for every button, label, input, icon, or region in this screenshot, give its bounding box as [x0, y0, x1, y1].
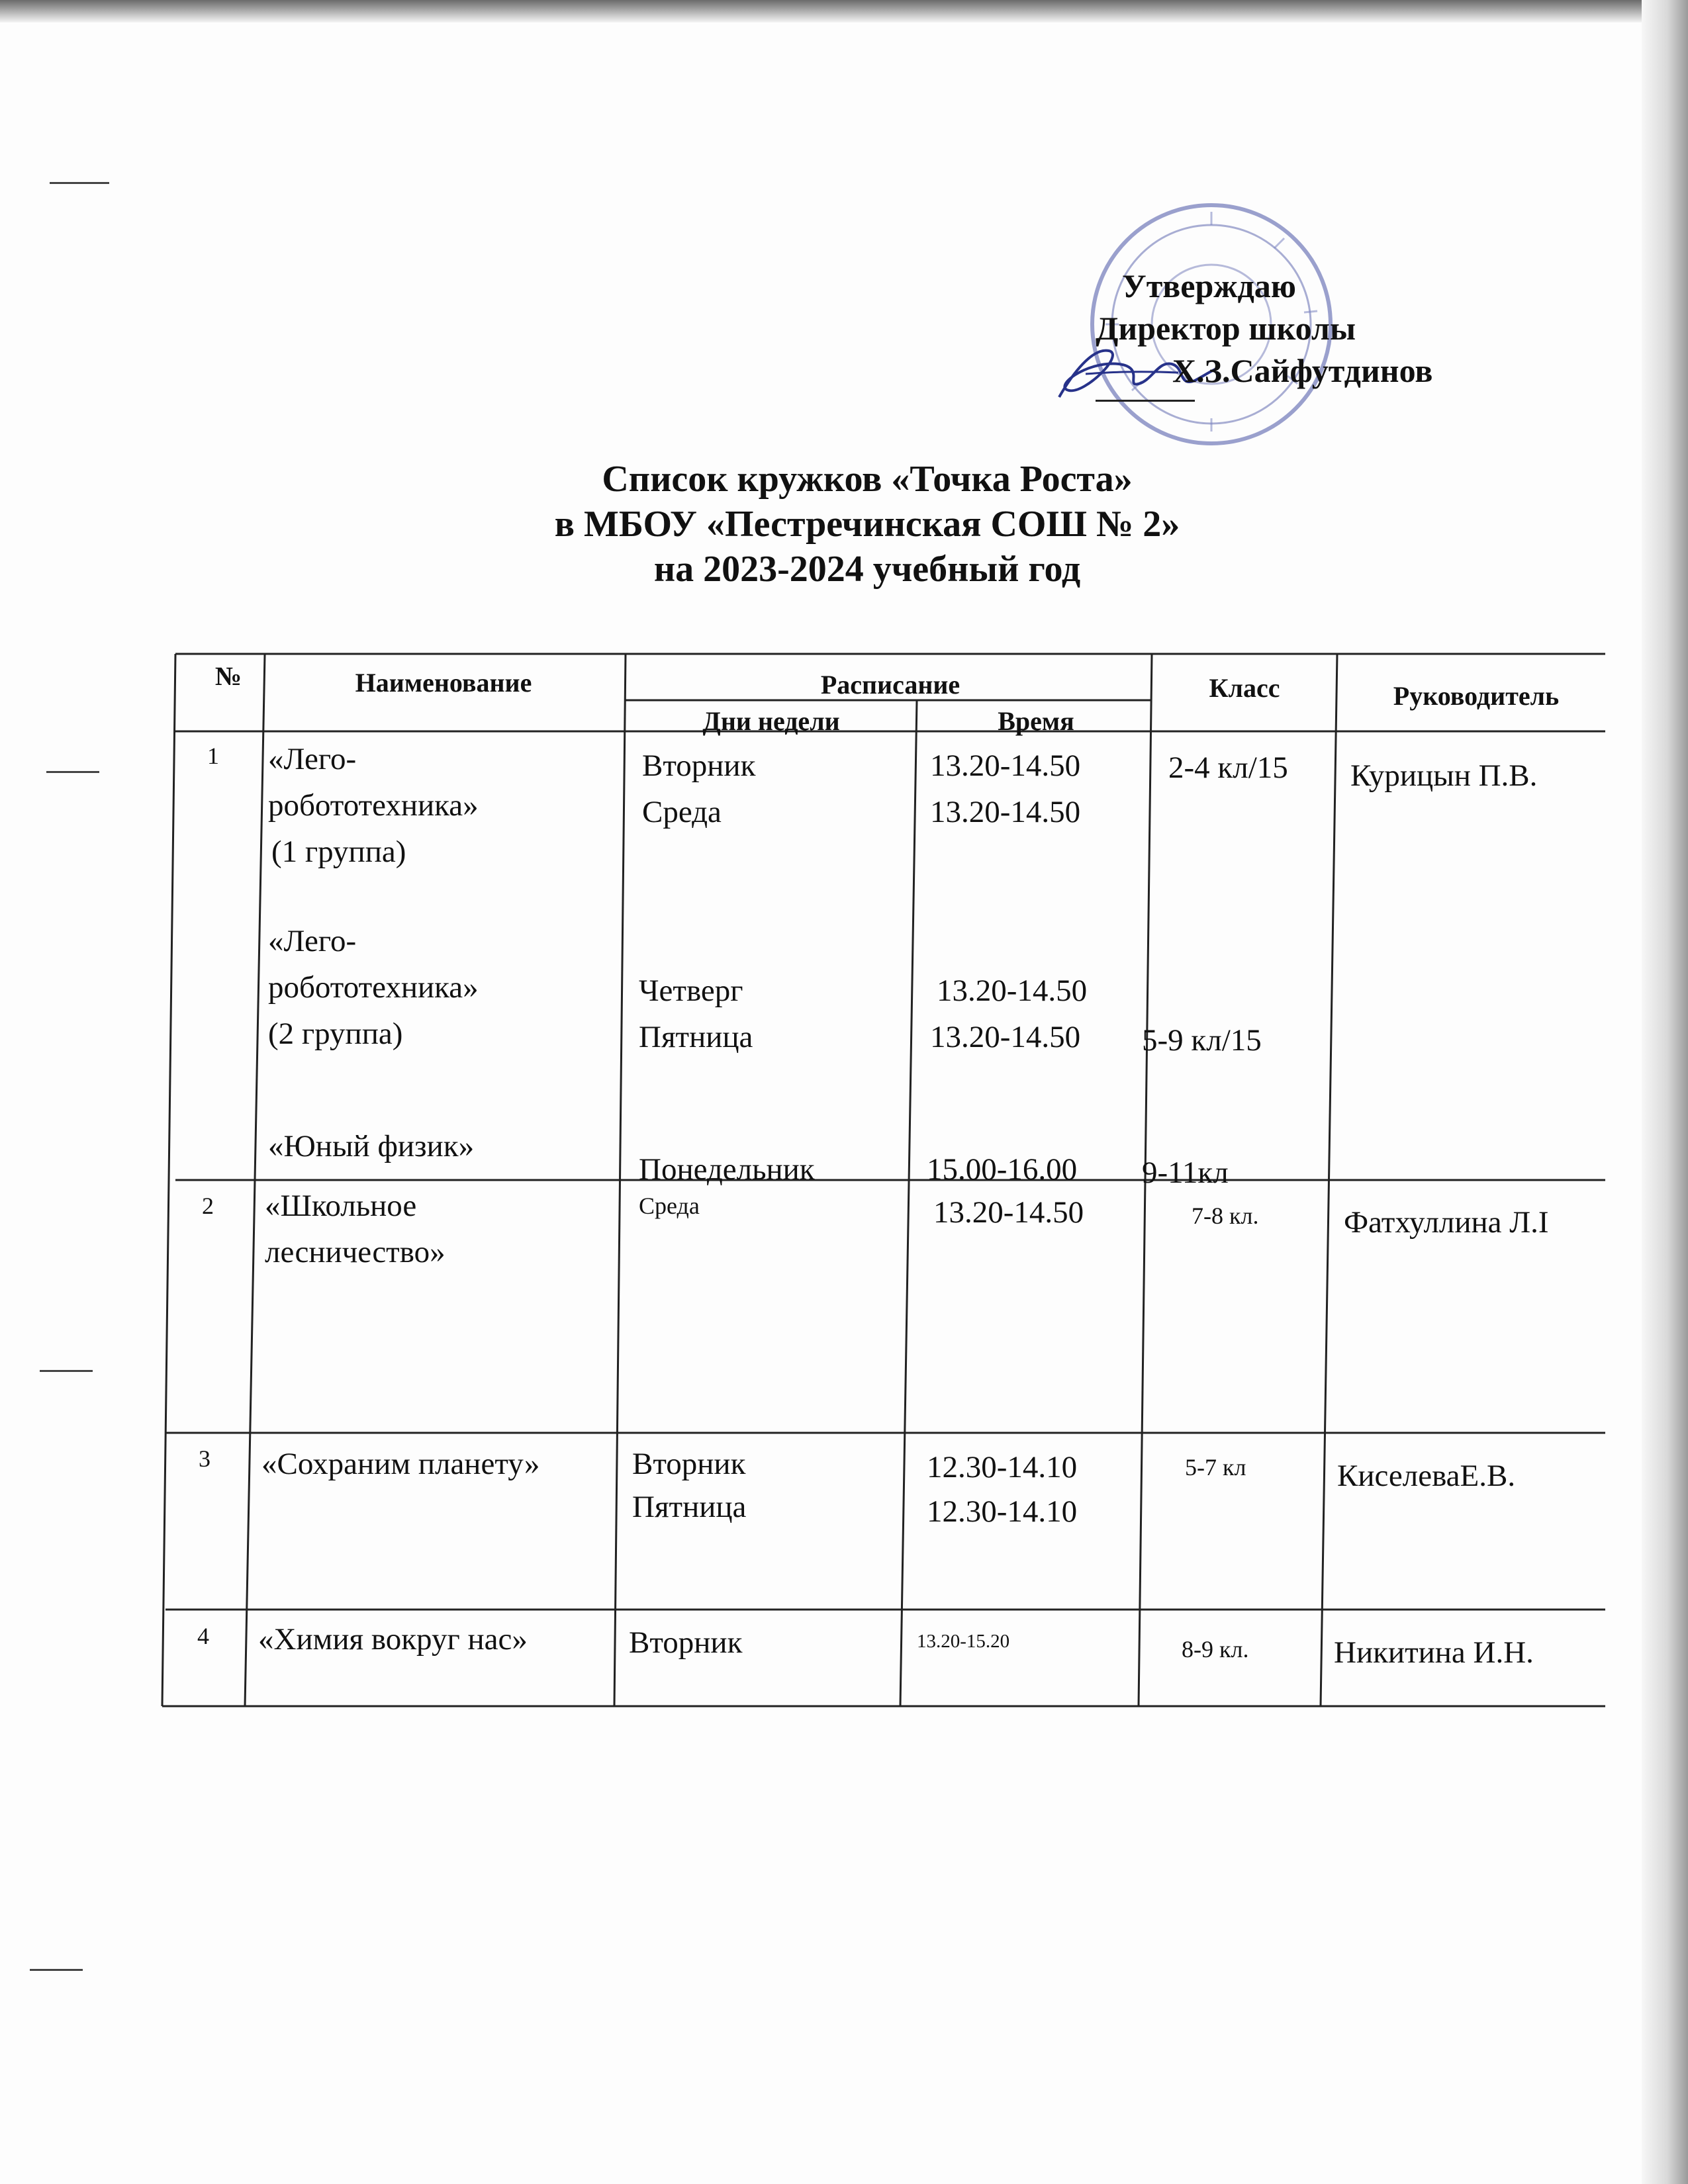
- row-3-leader: КиселеваЕ.В.: [1337, 1459, 1516, 1493]
- signature-line: [1096, 400, 1195, 402]
- row-1-name-a-line-2: робототехника»: [268, 788, 479, 823]
- header-schedule: Расписание: [820, 670, 961, 700]
- row-4-class: 8-9 кл.: [1182, 1636, 1249, 1662]
- approval-director-name: Х.З.Сайфутдинов: [1172, 352, 1433, 389]
- row-1-class-b: 5-9 кл/15: [1142, 1023, 1262, 1058]
- margin-mark: [40, 1370, 93, 1372]
- title-line-3: на 2023-2024 учебный год: [653, 549, 1081, 590]
- row-1-class-c: 9-11кл: [1142, 1156, 1229, 1190]
- row-1-leader: Курицын П.В.: [1350, 758, 1538, 793]
- row-1-name-b-line-3: (2 группа): [268, 1017, 403, 1051]
- row-1-name-b-line-1: «Лего-: [268, 924, 357, 958]
- document-title: [252, 457, 1483, 592]
- row-3-name: «Сохраним планету»: [261, 1447, 540, 1481]
- row-1-time-a-1: 13.20-14.50: [930, 749, 1081, 783]
- row-1-time-c: 15.00-16.00: [927, 1152, 1078, 1187]
- row-1-day-a-2: Среда: [642, 795, 722, 829]
- row-1-class-a: 2-4 кл/15: [1168, 751, 1288, 785]
- row-2-name-line-1: «Школьное: [265, 1189, 417, 1223]
- row-1-day-a-1: Вторник: [642, 749, 756, 783]
- row-3-time-1: 12.30-14.10: [927, 1450, 1078, 1484]
- row-1-time-b-2: 13.20-14.50: [930, 1020, 1081, 1054]
- row-2-name-line-2: лесничество»: [265, 1235, 445, 1269]
- row-1-number: 1: [207, 743, 219, 769]
- row-4-name: «Химия вокруг нас»: [258, 1622, 528, 1657]
- row-1-name-c: «Юный физик»: [268, 1129, 475, 1163]
- row-2-day: Среда: [639, 1193, 700, 1219]
- row-1-name-a-line-3: (1 группа): [271, 835, 406, 869]
- row-3-time-2: 12.30-14.10: [927, 1494, 1078, 1529]
- row-3-day-2: Пятница: [632, 1490, 747, 1524]
- approval-position: Директор школы: [1096, 310, 1356, 347]
- approval-block: [1096, 265, 1559, 392]
- title-line-2: в МБОУ «Пестречинская СОШ № 2»: [554, 504, 1180, 545]
- scan-shadow-top: [0, 0, 1688, 23]
- header-name: Наименование: [355, 668, 532, 698]
- row-1-time-b-1: 13.20-14.50: [937, 974, 1088, 1008]
- row-2-leader: Фатхуллина Л.I: [1344, 1205, 1549, 1240]
- approval-heading: Утверждаю: [1122, 267, 1297, 304]
- row-3-class: 5-7 кл: [1185, 1454, 1246, 1480]
- row-2-number: 2: [202, 1193, 214, 1219]
- margin-mark: [46, 771, 99, 773]
- header-leader: Руководитель: [1393, 681, 1560, 711]
- title-line-1: Список кружков «Точка Роста»: [602, 459, 1133, 500]
- row-1-name-b-line-2: робототехника»: [268, 970, 479, 1005]
- row-1-time-a-2: 13.20-14.50: [930, 795, 1081, 829]
- row-1-day-b-2: Пятница: [639, 1020, 753, 1054]
- header-time: Время: [998, 706, 1074, 736]
- margin-mark: [50, 182, 109, 184]
- row-1-name-a-line-1: «Лего-: [268, 742, 357, 776]
- row-1-day-c: Понедельник: [639, 1152, 815, 1187]
- row-2-time: 13.20-14.50: [933, 1195, 1084, 1230]
- row-4-day: Вторник: [629, 1625, 743, 1660]
- header-number: №: [214, 661, 242, 691]
- header-days: Дни недели: [702, 706, 840, 736]
- row-3-number: 3: [199, 1445, 211, 1472]
- row-4-number: 4: [197, 1623, 209, 1649]
- scan-shadow-right: [1642, 0, 1688, 2184]
- header-class: Класс: [1209, 673, 1280, 703]
- row-4-leader: Никитина И.Н.: [1334, 1635, 1534, 1670]
- row-2-class: 7-8 кл.: [1192, 1203, 1259, 1229]
- row-4-time: 13.20-15.20: [917, 1631, 1010, 1652]
- row-3-day-1: Вторник: [632, 1447, 746, 1481]
- margin-mark: [30, 1969, 83, 1971]
- row-1-day-b-1: Четверг: [639, 974, 743, 1008]
